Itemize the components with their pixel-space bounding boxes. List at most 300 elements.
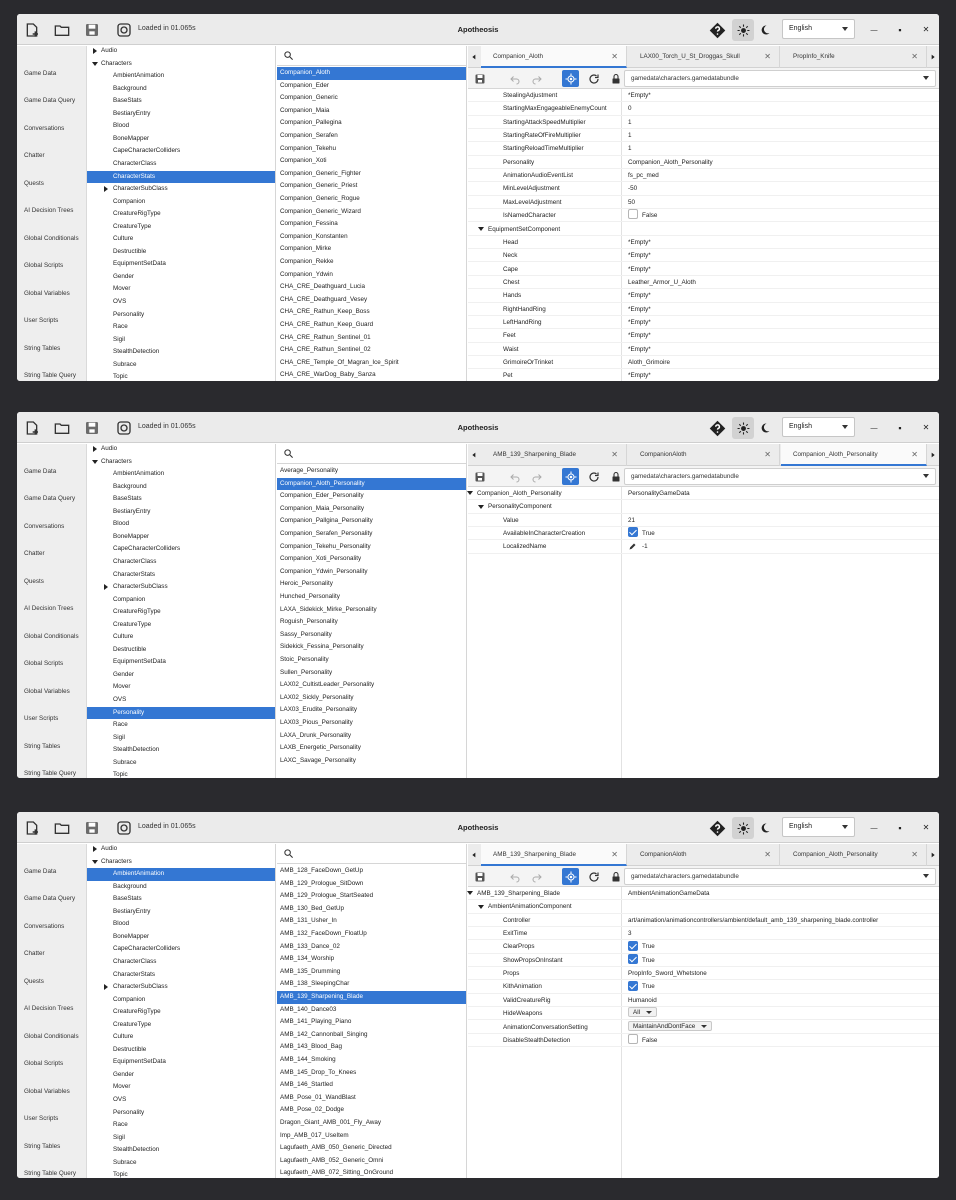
tree-item[interactable] [87,969,275,982]
list-item[interactable]: CHA_CRE_Rathun_Sentinel_02 [280,346,371,354]
tree-item[interactable] [87,171,275,184]
sidebar-item[interactable]: Global Variables [24,1088,70,1095]
tab-close-button[interactable]: ✕ [611,450,618,459]
tab[interactable] [628,844,780,866]
tree-item[interactable] [87,208,275,221]
tree-item[interactable] [87,221,275,234]
redo-button[interactable] [528,70,545,87]
light-theme-button[interactable] [732,19,754,41]
property-row[interactable] [468,927,939,940]
language-select[interactable] [782,19,855,39]
sidebar-item[interactable]: Game Data Query [24,895,76,902]
list-item[interactable]: AMB_142_Cannonball_Singing [280,1030,368,1038]
list-item[interactable]: CHA_CRE_Temple_Of_Magran_Ice_Spirit [280,358,399,366]
maximize-button[interactable]: ▪ [898,422,902,433]
tab[interactable] [628,444,780,466]
property-row[interactable] [468,209,939,222]
tree-item[interactable] [87,518,275,531]
property-row[interactable] [468,196,939,209]
list-item[interactable]: Dragon_Giant_AMB_001_Fly_Away [280,1119,382,1126]
list-item[interactable]: AMB_145_Drop_To_Knees [280,1068,357,1076]
expand-arrow-icon[interactable] [104,984,108,990]
property-row[interactable] [468,156,939,169]
property-row[interactable] [468,142,939,155]
undo-button[interactable] [506,468,523,485]
tree-item[interactable] [87,120,275,133]
list-item[interactable]: AMB_131_Usher_In [280,917,337,925]
tab-scroll-left-button[interactable] [468,444,480,466]
expand-arrow-icon[interactable] [93,446,97,452]
list-item[interactable]: LAX02_CultistLeader_Personality [280,681,375,689]
tree-item[interactable] [87,943,275,956]
list-item[interactable]: Companion_Xoti_Personality [280,555,362,563]
property-row[interactable] [468,263,939,276]
sidebar-item[interactable]: String Tables [24,743,61,750]
property-row[interactable] [468,967,939,980]
list-item[interactable]: LAXB_Energetic_Personality [280,744,361,752]
tree-item[interactable] [87,1006,275,1019]
property-row[interactable] [468,887,939,900]
tree-item[interactable] [87,732,275,745]
tree-item[interactable] [87,283,275,296]
list-item[interactable]: AMB_Pose_01_WandBlast [280,1093,356,1101]
list-item[interactable]: Companion_Fessina [280,220,338,228]
list-item[interactable]: Companion_Pallgina_Personality [280,517,373,525]
tree-item[interactable] [87,757,275,770]
list-item[interactable]: Roguish_Personality [280,618,338,626]
save-button[interactable] [81,417,103,439]
tree-item[interactable] [87,631,275,644]
tree-item[interactable] [87,769,275,778]
list-item[interactable]: CHA_CRE_Rathun_Keep_Guard [280,321,374,328]
tree-item[interactable] [87,456,275,469]
redo-button[interactable] [528,868,545,885]
list-item[interactable]: Companion_Tekehu_Personality [280,542,371,550]
list-item[interactable]: Sullen_Personality [280,668,333,676]
tree-item[interactable] [87,1019,275,1032]
tree-item[interactable] [87,881,275,894]
tree-item[interactable] [87,1069,275,1082]
pencil-icon[interactable] [628,542,637,551]
tree-item[interactable] [87,46,275,58]
property-row[interactable] [468,316,939,329]
property-row[interactable] [468,102,939,115]
tree-item[interactable] [87,856,275,869]
close-button[interactable]: ✕ [922,423,930,432]
tree-item[interactable] [87,309,275,322]
tree-item[interactable] [87,1081,275,1094]
sidebar-item[interactable]: AI Decision Trees [24,605,74,612]
sidebar-item[interactable]: Global Conditionals [24,235,79,242]
property-row[interactable] [468,1007,939,1020]
tree-item[interactable] [87,1132,275,1145]
sidebar-item[interactable]: Game Data Query [24,97,76,104]
list-item[interactable]: Sassy_Personality [280,630,332,638]
sidebar-item[interactable]: String Tables [24,345,61,352]
tree-item[interactable] [87,956,275,969]
list-item[interactable]: CHA_CRE_Rathun_Sentinel_01 [280,333,371,341]
list-item[interactable]: AMB_138_SleepingChar [280,980,350,988]
locate-button[interactable] [562,70,579,87]
file-path-select[interactable] [624,468,936,485]
lock-button[interactable] [607,868,624,885]
sidebar-item[interactable]: Chatter [24,152,45,159]
list-item[interactable]: AMB_132_FaceDown_FloatUp [280,930,367,937]
list-item[interactable]: LAX03_Erudite_Personality [280,706,358,714]
list-item[interactable]: Stoic_Personality [280,656,329,663]
list-item[interactable]: Lagufaeth_AMB_050_Generic_Directed [280,1144,392,1152]
sidebar-item[interactable]: Quests [24,578,44,585]
maximize-button[interactable]: ▪ [898,24,902,35]
sidebar-item[interactable]: String Tables [24,1143,61,1150]
tree-item[interactable] [87,606,275,619]
tree-item[interactable] [87,569,275,582]
sidebar-item[interactable]: Game Data [24,868,57,875]
list-item[interactable]: Companion_Eder [280,81,330,89]
language-select[interactable] [782,417,855,437]
lock-button[interactable] [607,70,624,87]
save-record-button[interactable] [471,868,488,885]
tree-item[interactable] [87,506,275,519]
tree-item[interactable] [87,656,275,669]
close-button[interactable]: ✕ [922,823,930,832]
tree-item[interactable] [87,644,275,657]
list-item[interactable]: CHA_CRE_Deathguard_Lucia [280,283,366,291]
sidebar-item[interactable]: Conversations [24,923,65,930]
sidebar-item[interactable]: User Scripts [24,1115,59,1122]
tree-item[interactable] [87,233,275,246]
property-row[interactable] [468,487,939,500]
light-theme-button[interactable] [732,417,754,439]
minimize-button[interactable]: — [870,824,878,832]
property-row[interactable] [468,540,939,553]
sidebar-item[interactable]: Chatter [24,950,45,957]
list-item[interactable]: AMB_129_Prologue_StartSeated [280,892,374,900]
tree-item[interactable] [87,158,275,171]
sidebar-item[interactable]: Quests [24,180,44,187]
new-file-button[interactable] [21,417,43,439]
tree-item[interactable] [87,906,275,919]
tab-close-button[interactable]: ✕ [911,450,918,459]
tab[interactable] [781,46,927,68]
open-folder-button[interactable] [51,417,73,439]
tree-item[interactable] [87,1157,275,1170]
search-input[interactable] [277,844,466,864]
close-button[interactable]: ✕ [922,25,930,34]
list-item[interactable]: AMB_141_Playing_Piano [280,1018,352,1026]
help-button[interactable] [706,417,728,439]
tree-item[interactable] [87,83,275,96]
sidebar-item[interactable]: Global Conditionals [24,633,79,640]
property-row[interactable] [468,276,939,289]
tab-scroll-right-button[interactable] [927,46,939,68]
property-row[interactable] [468,527,939,540]
undo-button[interactable] [506,70,523,87]
tree-item[interactable] [87,321,275,334]
list-item[interactable]: Companion_Rekke [280,258,334,265]
tree-item[interactable] [87,493,275,506]
help-button[interactable] [706,817,728,839]
list-item[interactable]: LAXA_Sidekick_Mirke_Personality [280,605,377,613]
tree-item[interactable] [87,108,275,121]
list-item[interactable]: Companion_Aloth [277,67,466,80]
locate-button[interactable] [562,868,579,885]
expand-arrow-icon[interactable] [104,584,108,590]
open-folder-button[interactable] [51,19,73,41]
sidebar-item[interactable]: User Scripts [24,317,59,324]
tree-item[interactable] [87,1119,275,1132]
collapse-arrow-icon[interactable] [478,505,484,509]
tree-item[interactable] [87,581,275,594]
property-row[interactable] [468,169,939,182]
sidebar-item[interactable]: String Table Query [24,372,77,379]
checkbox-checked[interactable] [628,954,638,964]
tab-close-button[interactable]: ✕ [611,850,618,859]
light-theme-button[interactable] [732,817,754,839]
tree-item[interactable] [87,359,275,372]
property-row[interactable] [468,89,939,102]
minimize-button[interactable]: — [870,26,878,34]
dark-theme-button[interactable] [754,417,776,439]
tree-item[interactable] [87,531,275,544]
tree-item[interactable] [87,58,275,71]
list-item[interactable]: Companion_Generic [280,94,338,102]
list-item[interactable]: Companion_Ydwin [280,270,333,278]
list-item[interactable]: CHA_CRE_WarDog_Baby_Sanza [280,371,376,379]
property-row[interactable] [468,289,939,302]
refresh-button[interactable] [585,468,602,485]
list-item[interactable]: AMB_130_Bed_GetUp [280,904,345,912]
tree-item[interactable] [87,196,275,209]
tree-item[interactable] [87,371,275,381]
tree-item[interactable] [87,981,275,994]
file-path-select[interactable] [624,70,936,87]
help-button[interactable] [706,19,728,41]
checkbox-checked[interactable] [628,527,638,537]
property-row[interactable] [468,249,939,262]
open-folder-button[interactable] [51,817,73,839]
property-row[interactable] [468,303,939,316]
property-row[interactable] [468,356,939,369]
tree-item[interactable] [87,681,275,694]
list-item[interactable]: AMB_139_Sharpening_Blade [277,991,466,1004]
list-item[interactable]: LAXA_Drunk_Personality [280,731,352,739]
list-item[interactable]: AMB_144_Smoking [280,1056,336,1063]
tab-close-button[interactable]: ✕ [764,52,771,61]
collapse-arrow-icon[interactable] [467,891,473,895]
collapse-arrow-icon[interactable] [92,62,98,66]
sidebar-item[interactable]: Global Variables [24,688,70,695]
app-logo-button[interactable] [113,19,135,41]
tab-close-button[interactable]: ✕ [764,850,771,859]
tree-item[interactable] [87,296,275,309]
theme-toggle[interactable] [732,19,776,41]
new-file-button[interactable] [21,19,43,41]
property-row[interactable] [468,343,939,356]
sidebar-item[interactable]: Game Data [24,70,57,77]
property-row[interactable] [468,182,939,195]
save-button[interactable] [81,19,103,41]
tab[interactable] [628,46,780,68]
tree-item[interactable] [87,183,275,196]
tree-item[interactable] [87,334,275,347]
property-row[interactable] [468,1034,939,1047]
sidebar-item[interactable]: User Scripts [24,715,59,722]
list-item[interactable]: Companion_Serafen [280,132,338,139]
checkbox-unchecked[interactable] [628,209,638,219]
list-item[interactable]: Lagufaeth_AMB_072_Sitting_OnGround [280,1169,394,1177]
property-row[interactable] [468,980,939,993]
tree-item[interactable] [87,258,275,271]
list-item[interactable]: Hunched_Personality [280,593,340,600]
tree-item[interactable] [87,481,275,494]
list-item[interactable]: Companion_Tekehu [280,144,337,152]
checkbox-checked[interactable] [628,981,638,991]
tab-scroll-right-button[interactable] [927,844,939,866]
list-item[interactable]: Companion_Pallegina [280,119,342,127]
list-item[interactable]: AMB_129_Prologue_SitDown [280,879,364,887]
expand-arrow-icon[interactable] [93,846,97,852]
sidebar-item[interactable]: AI Decision Trees [24,207,74,214]
property-row[interactable] [468,940,939,953]
sidebar-item[interactable]: Game Data [24,468,57,475]
app-logo-button[interactable] [113,817,135,839]
list-item[interactable]: Average_Personality [280,467,338,474]
tree-item[interactable] [87,145,275,158]
property-row[interactable] [468,994,939,1007]
sidebar-item[interactable]: Global Variables [24,290,70,297]
new-file-button[interactable] [21,817,43,839]
expand-arrow-icon[interactable] [104,186,108,192]
collapse-arrow-icon[interactable] [92,460,98,464]
tree-item[interactable] [87,719,275,732]
property-select[interactable]: All [628,1007,657,1017]
list-item[interactable]: Companion_Serafen_Personality [280,530,373,537]
tab[interactable] [481,46,627,68]
checkbox-unchecked[interactable] [628,1034,638,1044]
tree-item[interactable] [87,1031,275,1044]
list-item[interactable]: Companion_Generic_Fighter [280,169,361,177]
tree-item[interactable] [87,868,275,881]
sidebar-item[interactable]: AI Decision Trees [24,1005,74,1012]
tree-item[interactable] [87,1107,275,1120]
save-button[interactable] [81,817,103,839]
list-item[interactable]: Companion_Maia [280,106,330,114]
app-logo-button[interactable] [113,417,135,439]
property-row[interactable] [468,116,939,129]
tree-item[interactable] [87,1094,275,1107]
tab[interactable] [781,844,927,866]
tree-item[interactable] [87,669,275,682]
tree-item[interactable] [87,1169,275,1178]
sidebar-item[interactable]: Global Scripts [24,1060,64,1067]
locate-button[interactable] [562,468,579,485]
dark-theme-button[interactable] [754,19,776,41]
tab-scroll-left-button[interactable] [468,46,480,68]
tab-close-button[interactable]: ✕ [764,450,771,459]
property-row[interactable] [468,514,939,527]
list-item[interactable]: Companion_Generic_Wizard [280,207,361,215]
list-item[interactable]: Companion_Ydwin_Personality [280,567,368,575]
tree-item[interactable] [87,70,275,83]
tree-item[interactable] [87,95,275,108]
tree-item[interactable] [87,556,275,569]
list-item[interactable]: Companion_Eder_Personality [280,492,364,500]
list-item[interactable]: Imp_AMB_017_UseItem [280,1131,349,1139]
save-record-button[interactable] [471,70,488,87]
property-select[interactable]: MaintainAndDontFace [628,1021,712,1031]
minimize-button[interactable]: — [870,424,878,432]
file-path-select[interactable] [624,868,936,885]
tree-item[interactable] [87,844,275,856]
sidebar-item[interactable]: Global Scripts [24,660,64,667]
list-item[interactable]: Companion_Mirke [280,245,332,253]
list-item[interactable]: LAX02_Sickly_Personality [280,693,354,701]
property-row[interactable] [468,954,939,967]
property-row[interactable] [468,500,939,513]
property-row[interactable] [468,129,939,142]
collapse-arrow-icon[interactable] [478,227,484,231]
tree-item[interactable] [87,1056,275,1069]
refresh-button[interactable] [585,70,602,87]
tree-item[interactable] [87,893,275,906]
sidebar-item[interactable]: Global Scripts [24,262,64,269]
list-item[interactable]: Companion_Generic_Priest [280,182,358,190]
list-item[interactable]: Companion_Maia_Personality [280,504,365,512]
dark-theme-button[interactable] [754,817,776,839]
tab-scroll-right-button[interactable] [927,444,939,466]
collapse-arrow-icon[interactable] [92,860,98,864]
tree-item[interactable] [87,619,275,632]
tab[interactable] [481,844,627,866]
refresh-button[interactable] [585,868,602,885]
tree-item[interactable] [87,444,275,456]
collapse-arrow-icon[interactable] [467,491,473,495]
list-item[interactable]: Lagufaeth_AMB_052_Generic_Omni [280,1156,384,1164]
sidebar-item[interactable]: Conversations [24,523,65,530]
language-select[interactable] [782,817,855,837]
list-item[interactable]: Heroic_Personality [280,580,333,588]
list-item[interactable]: AMB_Pose_02_Dodge [280,1106,345,1114]
expand-arrow-icon[interactable] [93,48,97,54]
tree-item[interactable] [87,931,275,944]
tree-item[interactable] [87,594,275,607]
theme-toggle[interactable] [732,417,776,439]
list-item[interactable]: Companion_Konstanten [280,232,348,240]
sidebar-item[interactable]: Chatter [24,550,45,557]
sidebar-item[interactable]: Global Conditionals [24,1033,79,1040]
tab-scroll-left-button[interactable] [468,844,480,866]
tree-item[interactable] [87,994,275,1007]
list-item[interactable]: AMB_146_Startled [280,1081,333,1089]
property-row[interactable] [468,900,939,913]
tab[interactable] [781,444,927,466]
tree-item[interactable] [87,246,275,259]
maximize-button[interactable]: ▪ [898,822,902,833]
tab[interactable] [481,444,627,466]
tree-item[interactable] [87,707,275,720]
list-item[interactable]: AMB_135_Drumming [280,967,341,975]
save-record-button[interactable] [471,468,488,485]
list-item[interactable]: LAX03_Pious_Personality [280,719,353,726]
tab-close-button[interactable]: ✕ [911,52,918,61]
redo-button[interactable] [528,468,545,485]
list-item[interactable]: LAXC_Savage_Personality [280,756,356,764]
tree-item[interactable] [87,133,275,146]
property-row[interactable] [468,914,939,927]
theme-toggle[interactable] [732,817,776,839]
list-item[interactable]: AMB_140_Dance03 [280,1005,337,1013]
